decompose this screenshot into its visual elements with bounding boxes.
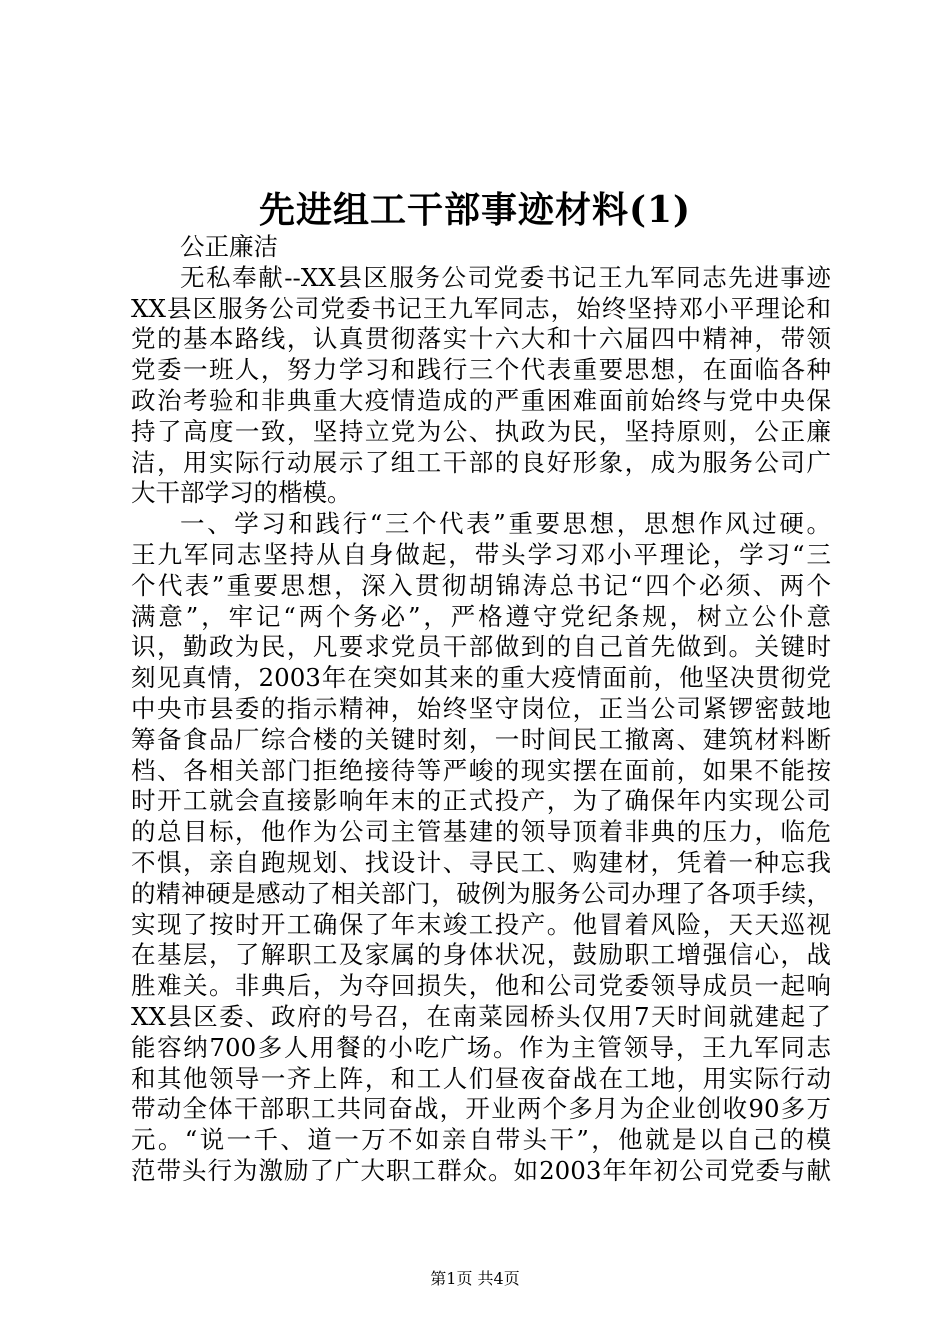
body-line: 无私奉献--XX县区服务公司党委书记王九军同志先进事迹 [180, 262, 831, 292]
body-line: 满意”，牢记“两个务必”，严格遵守党纪条规，树立公仆意 [131, 601, 831, 631]
body-line: 刻见真情，2003年在突如其来的重大疫情面前，他坚决贯彻党 [131, 663, 831, 693]
body-line: 的总目标，他作为公司主管基建的领导顶着非典的压力，临危 [131, 817, 831, 847]
body-line: 的精神硬是感动了相关部门，破例为服务公司办理了各项手续， [131, 878, 831, 908]
document-body [131, 232, 831, 1187]
body-line: 和其他领导一齐上阵，和工人们昼夜奋战在工地，用实际行动 [131, 1063, 831, 1093]
body-line: 实现了按时开工确保了年末竣工投产。他冒着风险，天天巡视 [131, 909, 831, 939]
body-line: 持了高度一致，坚持立党为公、执政为民，坚持原则，公正廉 [131, 416, 831, 446]
document-title: 先进组工干部事迹材料(1) [258, 189, 692, 231]
body-line: 洁，用实际行动展示了组工干部的良好形象，成为服务公司广 [131, 447, 831, 477]
body-line: 在基层，了解职工及家属的身体状况，鼓励职工增强信心，战 [131, 940, 831, 970]
body-line: 时开工就会直接影响年末的正式投产，为了确保年内实现公司 [131, 786, 831, 816]
body-line: 政治考验和非典重大疫情造成的严重困难面前始终与党中央保 [131, 385, 831, 415]
body-line: 党的基本路线，认真贯彻落实十六大和十六届四中精神，带领 [131, 324, 831, 354]
body-line: 范带头行为激励了广大职工群众。如2003年年初公司党委与献 [131, 1155, 831, 1185]
body-line: 公正廉洁 [180, 232, 278, 261]
body-line: 个代表”重要思想，深入贯彻胡锦涛总书记“四个必须、两个 [131, 570, 831, 600]
body-line: 中央市县委的指示精神，始终坚守岗位，正当公司紧锣密鼓地 [131, 693, 831, 723]
body-line: 元。“说一千、道一万不如亲自带头干”，他就是以自己的模 [131, 1125, 831, 1155]
section-heading: 一、学习和践行“三个代表”重要思想，思想作风过硬。 [180, 509, 831, 539]
body-line: 能容纳700多人用餐的小吃广场。作为主管领导，王九军同志 [131, 1032, 831, 1062]
body-line: 王九军同志坚持从自身做起，带头学习邓小平理论，学习“三 [131, 539, 831, 569]
body-line: XX县区委、政府的号召，在南菜园桥头仅用7天时间就建起了 [131, 1001, 831, 1031]
body-line: 档、各相关部门拒绝接待等严峻的现实摆在面前，如果不能按 [131, 755, 831, 785]
page-footer: 第1页 共4页 [430, 1269, 520, 1288]
body-line: XX县区服务公司党委书记王九军同志，始终坚持邓小平理论和 [131, 293, 831, 323]
body-line: 带动全体干部职工共同奋战，开业两个多月为企业创收90多万 [131, 1094, 831, 1124]
body-line: 党委一班人，努力学习和践行三个代表重要思想，在面临各种 [131, 355, 831, 385]
body-line: 胜难关。非典后，为夺回损失，他和公司党委领导成员一起响 [131, 971, 831, 1001]
body-line: 大干部学习的楷模。 [131, 478, 352, 508]
body-line: 不惧，亲自跑规划、找设计、寻民工、购建材，凭着一种忘我 [131, 847, 831, 877]
body-line: 识，勤政为民，凡要求党员干部做到的自己首先做到。关键时 [131, 632, 831, 662]
body-line: 筹备食品厂综合楼的关键时刻，一时间民工撤离、建筑材料断 [131, 724, 831, 754]
